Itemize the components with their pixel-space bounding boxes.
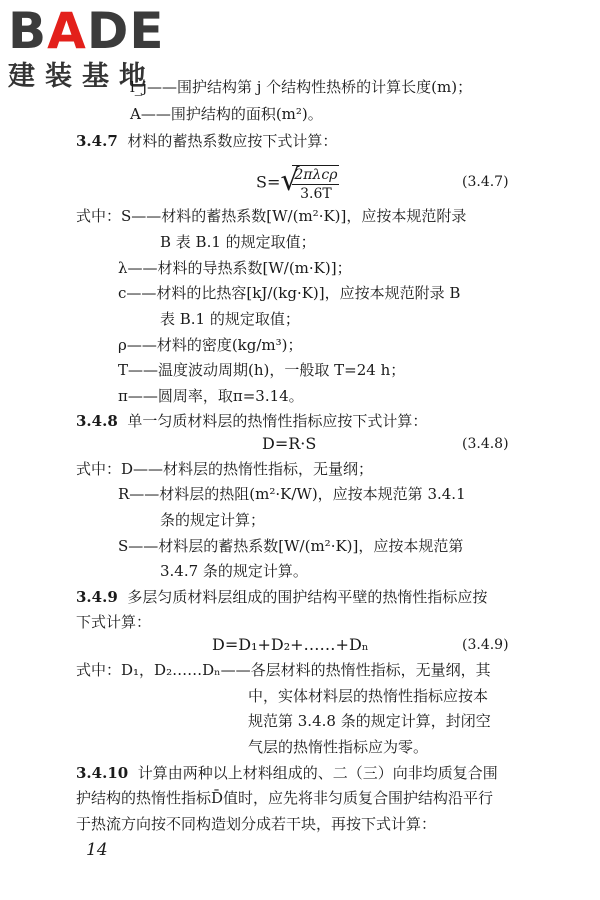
def-s2: S——材料层的蓄热系数[W/(m²·K)]，应按本规范第 [118,537,464,555]
section-3-4-7: 3.4.7 材料的蓄热系数应按下式计算： [76,132,338,150]
def-d1-dn-cont1: 中，实体材料层的热惰性指标应按本 [248,687,489,705]
formula-3-4-9: D=D₁+D₂+……+Dₙ [212,635,369,654]
def-d1-dn-cont2: 规范第 3.4.8 条的规定计算，封闭空 [248,712,491,730]
section-3-4-10-cont2: 于热流方向按不同构造划分成若干块，再按下式计算： [76,815,437,833]
def-lj: l_j——围护结构第 j 个结构性热桥的计算长度(m)； [130,78,473,96]
def-rho: ρ——材料的密度(kg/m³)； [118,336,303,354]
eq-no-3-4-9: (3.4.9) [462,637,509,653]
formula-3-4-7: S= √ $\frac{\text{2πλcρ}}{3.6T}$ [256,163,338,202]
page-number: 14 [86,840,108,860]
eq-no-3-4-8: (3.4.8) [462,436,509,452]
def-lambda: λ——材料的导热系数[W/(m·K)]； [118,259,352,277]
def-s-cont: B 表 B.1 的规定取值； [160,233,316,251]
def-s2-cont: 3.4.7 条的规定计算。 [160,562,308,580]
section-3-4-8: 3.4.8 单一匀质材料层的热惰性指标应按下式计算： [76,412,428,430]
def-d1-dn: 式中：D₁，D₂……Dₙ——各层材料的热惰性指标，无量纲，其 [76,661,491,679]
def-r-cont: 条的规定计算； [160,511,266,529]
logo-wordmark: BADE [8,2,165,60]
section-3-4-10: 3.4.10 计算由两种以上材料组成的、二（三）向非均质复合围 [76,764,498,782]
def-t: T——温度波动周期(h)，一般取 T=24 h； [118,361,406,379]
section-3-4-9: 3.4.9 多层匀质材料层组成的围护结构平壁的热惰性指标应按 [76,588,488,606]
def-d: 式中：D——材料层的热惰性指标，无量纲； [76,460,374,478]
def-pi: π——圆周率，取π=3.14。 [118,387,304,405]
section-3-4-9-cont: 下式计算： [76,613,152,631]
def-a: A——围护结构的面积(m²)。 [130,105,323,123]
def-d1-dn-cont3: 气层的热惰性指标应为零。 [248,738,429,756]
section-3-4-10-cont1: 护结构的热惰性指标D̄值时，应先将非匀质复合围护结构沿平行 [76,789,494,807]
def-r: R——材料层的热阻(m²·K/W)，应按本规范第 3.4.1 [118,485,466,503]
def-c: c——材料的比热容[kJ/(kg·K)]，应按本规范附录 B [118,284,461,302]
def-s: 式中：S——材料的蓄热系数[W/(m²·K)]，应按本规范附录 [76,207,467,225]
def-c-cont: 表 B.1 的规定取值； [160,310,300,328]
eq-no-3-4-7: (3.4.7) [462,174,509,190]
logo-subtitle: 建装基地 [8,61,156,92]
formula-3-4-8: D=R·S [262,434,317,453]
